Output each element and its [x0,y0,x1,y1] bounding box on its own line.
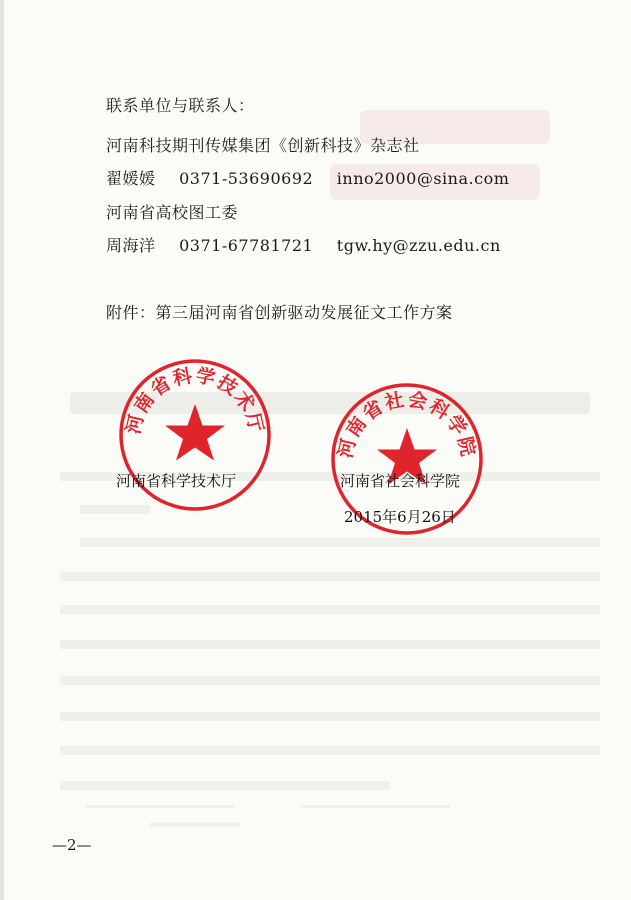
contact-person-1-email: inno2000@sina.com [336,169,510,188]
page-number: —2— [52,836,92,854]
issuer-social-sciences-academy: 河南省社会科学院 [340,472,461,490]
contact-person-2 [106,233,501,256]
contact-person-2-name: 周海洋 [106,236,156,255]
contact-person-1 [106,166,509,189]
seal-star-icon [165,404,225,461]
issuer-science-technology-department: 河南省科学技术厅 [116,472,237,490]
contact-heading: 联系单位与联系人： [106,96,255,115]
issue-date: 2015年6月26日 [344,508,456,526]
contact-person-1-name: 翟媛媛 [106,169,156,188]
contact-person-2-phone: 0371-67781721 [179,236,314,255]
contact-org-2: 河南省高校图工委 [106,203,239,222]
contact-person-2-email: tgw.hy@zzu.edu.cn [336,236,501,255]
contact-org-1: 河南科技期刊传媒集团《创新科技》杂志社 [106,136,420,155]
contact-person-1-phone: 0371-53690692 [179,169,314,188]
svg-text:河南省社会科学院: 河南省社会科学院 [334,388,480,461]
svg-text:河南省科学技术厅: 河南省科学技术厅 [122,364,268,437]
attachment-line: 附件：第三届河南省创新驱动发展征文工作方案 [106,303,453,322]
